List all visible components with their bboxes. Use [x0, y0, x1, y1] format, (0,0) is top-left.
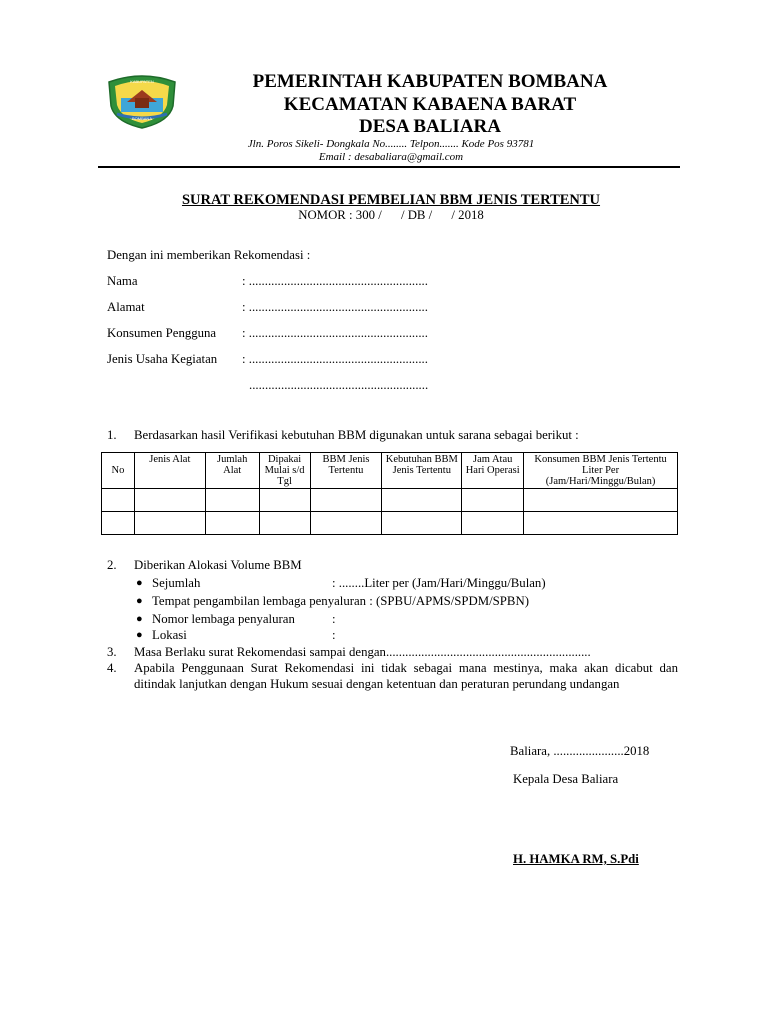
- bullet-lokasi-label: Lokasi: [152, 628, 187, 642]
- letterhead-divider: [98, 166, 680, 168]
- header-no: No: [102, 453, 135, 489]
- bullet-icon: ●: [136, 595, 143, 607]
- point4-text: Apabila Penggunaan Surat Rekomendasi ini tidak sebagai mana mestinya, maka akan dicabut dan ditindak lanjutkan dengan Hukum sesuai dengan ketentuan dan peraturan perundang undangan: [134, 661, 678, 691]
- letterhead-line2: KECAMATAN KABAENA BARAT: [283, 94, 577, 115]
- point3-text: Masa Berlaku surat Rekomendasi sampai dengan................................................................: [134, 645, 591, 659]
- header-dipakai: Dipakai Mulai s/d Tgl: [259, 453, 310, 489]
- field-value-konsumen: : ........................................................: [242, 326, 428, 340]
- signature-date: Baliara, ......................2018: [510, 744, 650, 758]
- field-value-alamat: : ........................................................: [242, 300, 428, 314]
- table-row: [102, 489, 678, 512]
- field-label-alamat: Alamat: [107, 300, 145, 314]
- point3-number: 3.: [107, 645, 117, 659]
- field-value-continuation: ........................................................: [249, 378, 429, 392]
- field-label-nama: Nama: [107, 274, 138, 288]
- bullet-tempat-label: Tempat pengambilan lembaga penyaluran : (SPBU/APMS/SPDM/SPBN): [152, 594, 529, 608]
- signature-name: H. HAMKA RM, S.Pdi: [513, 852, 639, 866]
- bullet-icon: ●: [136, 629, 143, 641]
- letter-title: SURAT REKOMENDASI PEMBELIAN BBM JENIS TERTENTU: [181, 192, 601, 208]
- bullet-sejumlah-label: Sejumlah: [152, 576, 201, 590]
- point2-number: 2.: [107, 558, 117, 572]
- letterhead-line3: DESA BALIARA: [358, 116, 501, 137]
- emblem-bottom-text: BOMBANA: [131, 116, 153, 121]
- field-value-nama: : ........................................................: [242, 274, 428, 288]
- letterhead-address: Jln. Poros Sikeli- Dongkala No........ Telpon....... Kode Pos 93781: [247, 138, 535, 150]
- header-jam-operasi: Jam Atau Hari Operasi: [462, 453, 524, 489]
- point1-text: Berdasarkan hasil Verifikasi kebutuhan BBM digunakan untuk sarana sebagai berikut :: [134, 428, 579, 442]
- header-kebutuhan: Kebutuhan BBM Jenis Tertentu: [382, 453, 462, 489]
- header-bbm-jenis: BBM Jenis Tertentu: [310, 453, 382, 489]
- point2-text: Diberikan Alokasi Volume BBM: [134, 558, 302, 572]
- bbm-table: [101, 452, 678, 535]
- letterhead-email: Email : desabaliara@gmail.com: [318, 151, 464, 163]
- bullet-nomor-label: Nomor lembaga penyaluran: [152, 612, 295, 626]
- point1-number: 1.: [107, 428, 117, 442]
- point4-number: 4.: [107, 661, 117, 675]
- field-label-konsumen: Konsumen Pengguna: [107, 326, 217, 340]
- bullet-nomor-value: :: [332, 612, 336, 626]
- bullet-lokasi-value: :: [332, 628, 336, 642]
- bullet-icon: ●: [136, 577, 143, 589]
- bullet-icon: ●: [136, 613, 143, 625]
- letter-number: NOMOR : 300 / / DB / / 2018: [298, 208, 484, 222]
- header-konsumen-liter: Konsumen BBM Jenis Tertentu Liter Per (Jam/Hari/Minggu/Bulan): [524, 453, 678, 489]
- letterhead-line1: PEMERINTAH KABUPATEN BOMBANA: [252, 71, 608, 92]
- header-jumlah-alat: Jumlah Alat: [205, 453, 259, 489]
- signature-position: Kepala Desa Baliara: [513, 772, 619, 786]
- field-label-jenis-usaha: Jenis Usaha Kegiatan: [107, 352, 218, 366]
- intro-text: Dengan ini memberikan Rekomendasi :: [107, 248, 311, 262]
- table-header-row: [102, 453, 678, 489]
- field-value-jenis-usaha: : ........................................................: [242, 352, 428, 366]
- emblem-top-text: KABUPATEN: [130, 79, 154, 84]
- header-jenis-alat: Jenis Alat: [134, 453, 205, 489]
- bullet-sejumlah-value: : ........Liter per (Jam/Hari/Minggu/Bulan): [332, 576, 546, 590]
- table-row: [102, 512, 678, 535]
